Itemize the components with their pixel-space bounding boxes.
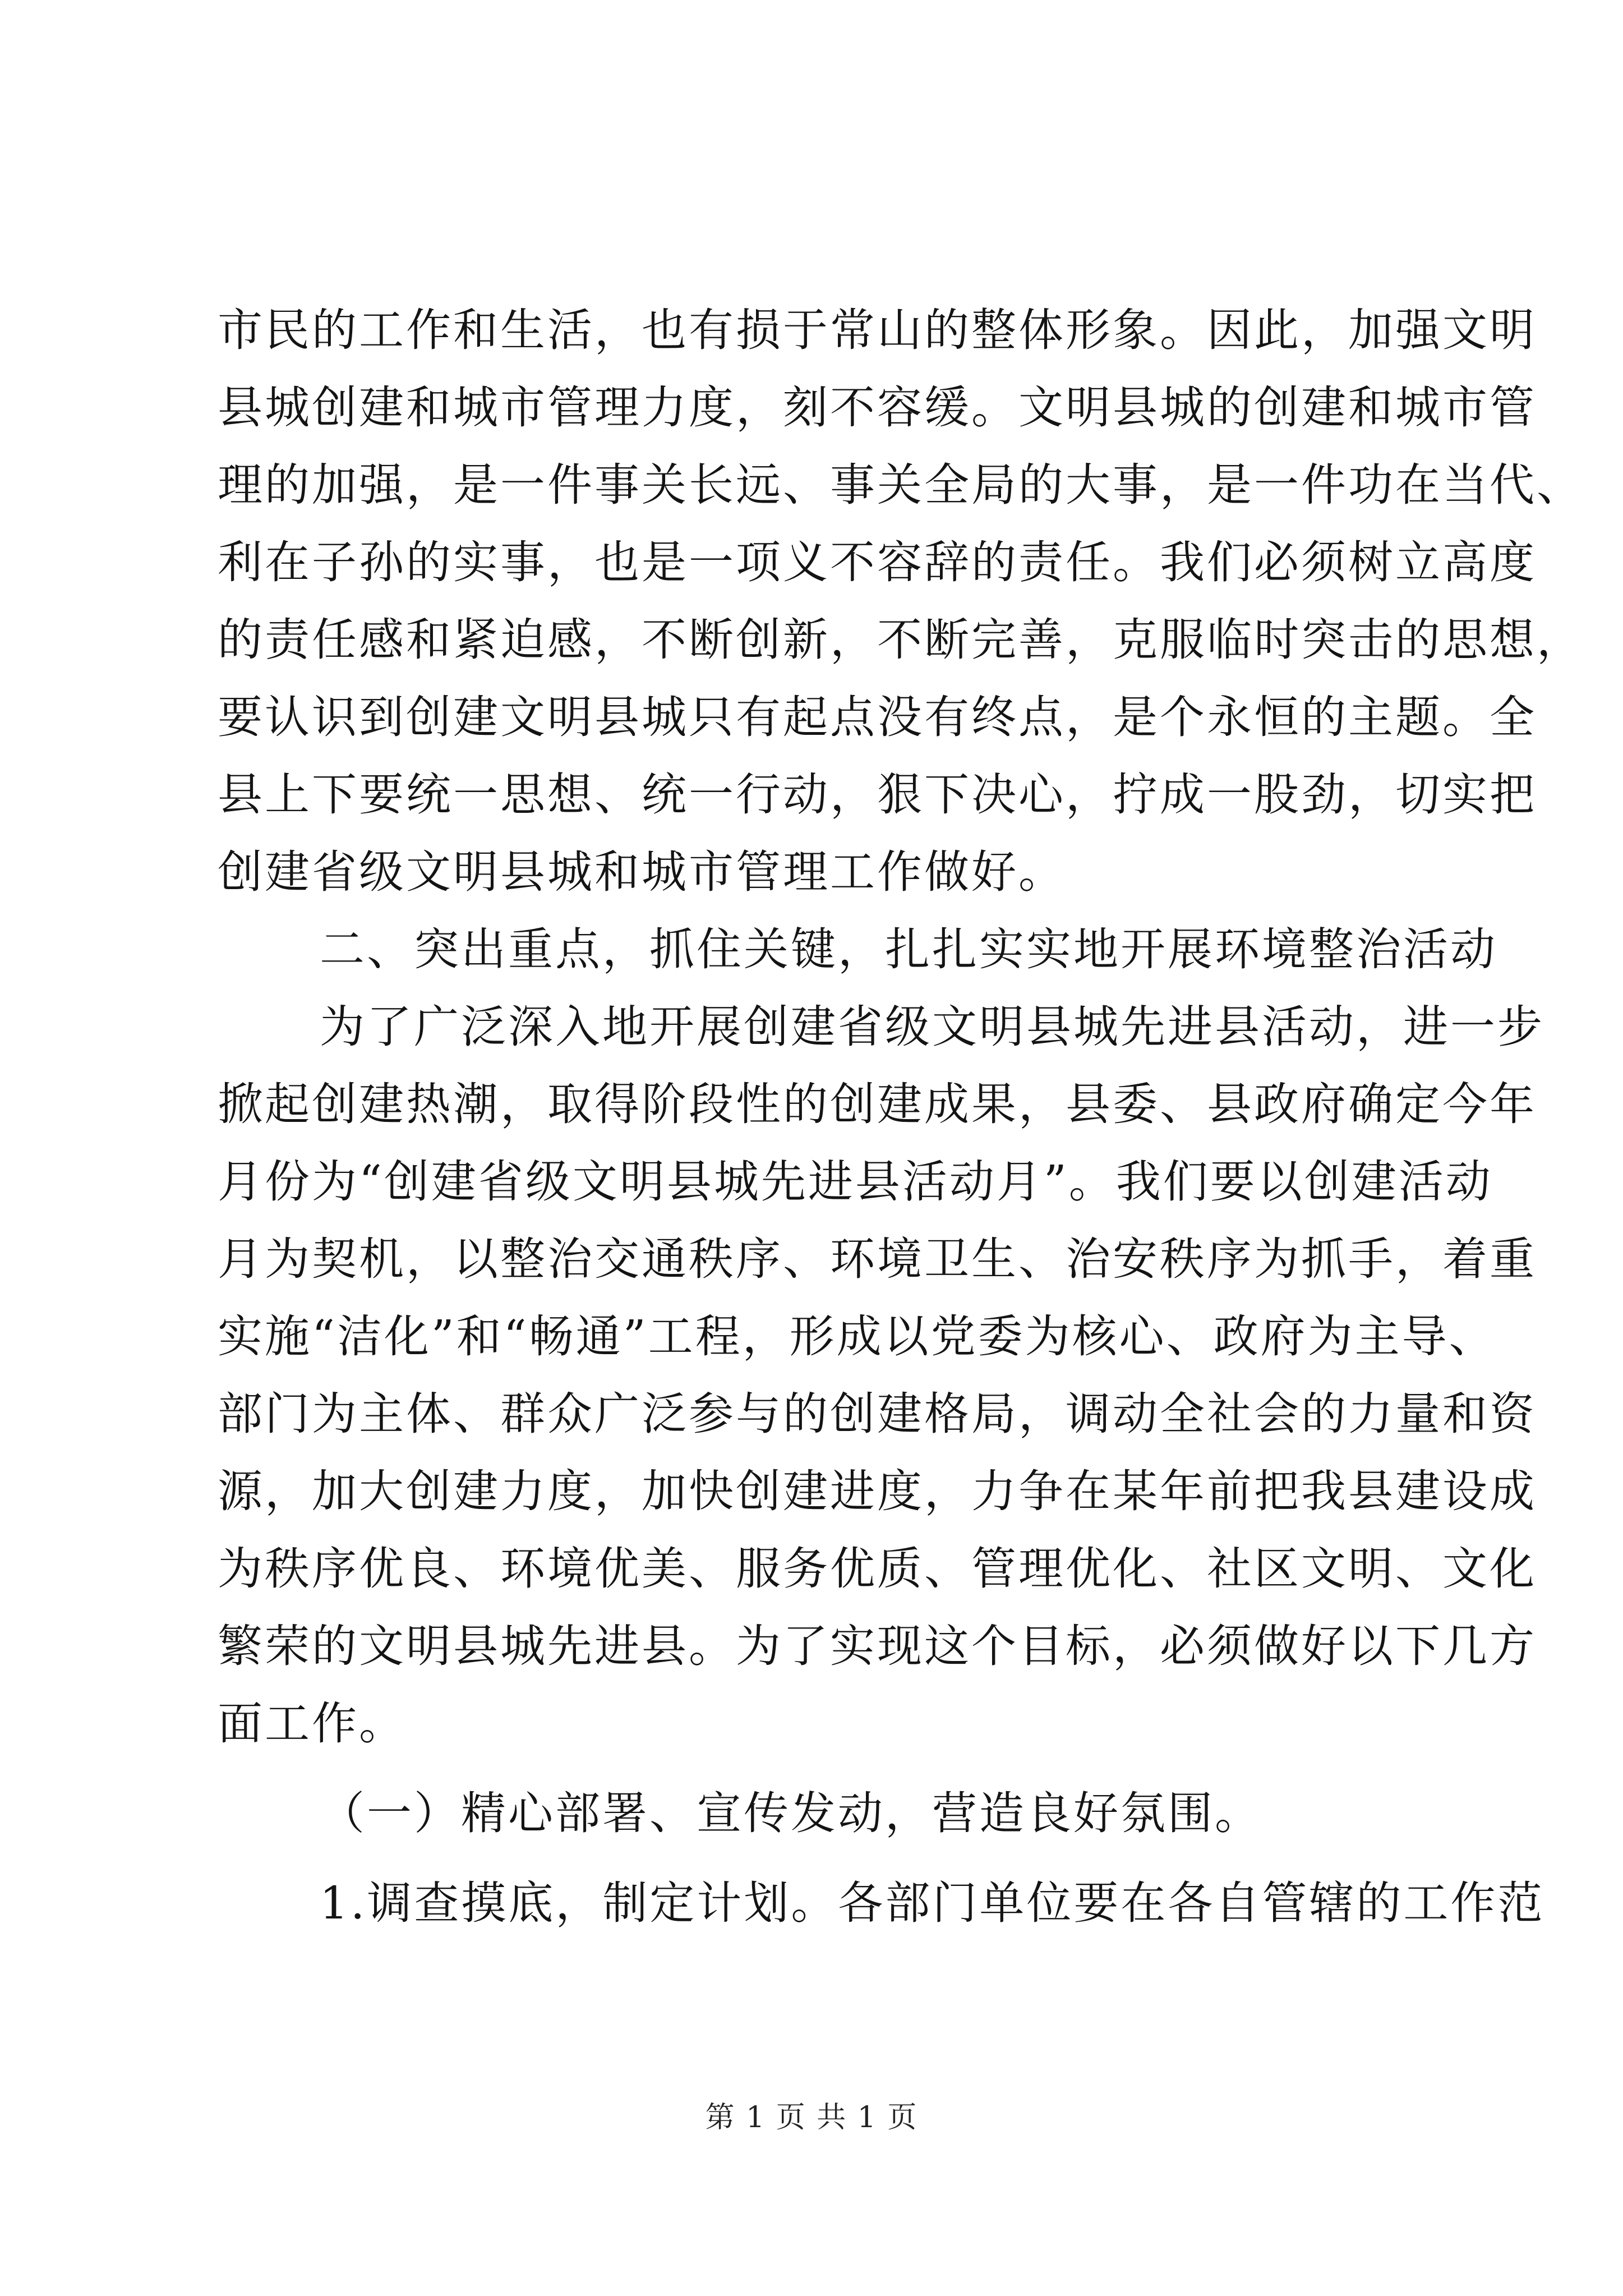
body-line: 掀起创建热潮，取得阶段性的创建成果，县委、县政府确定今年 bbox=[218, 1078, 1537, 1130]
body-line: 繁荣的文明县城先进县。为了实现这个目标，必须做好以下几方 bbox=[218, 1620, 1537, 1672]
body-line: 创建省级文明县城和城市管理工作做好。 bbox=[218, 846, 1066, 898]
body-line: 县上下要统一思想、统一行动，狠下决心，拧成一股劲，切实把 bbox=[218, 769, 1537, 821]
list-item: 1.调查摸底，制定计划。各部门单位要在各自管辖的工作范 bbox=[320, 1877, 1545, 1929]
body-line: 月份为“创建省级文明县城先进县活动月”。我们要以创建活动 bbox=[218, 1156, 1493, 1208]
body-line: 为秩序优良、环境优美、服务优质、管理优化、社区文明、文化 bbox=[218, 1543, 1537, 1595]
body-line: 要认识到创建文明县城只有起点没有终点，是个永恒的主题。全 bbox=[218, 691, 1537, 743]
page-footer: 第 1 页 共 1 页 bbox=[705, 2101, 918, 2134]
section-heading: 二、突出重点，抓住关键，扎扎实实地开展环境整治活动 bbox=[320, 923, 1497, 976]
body-line: 月为契机，以整治交通秩序、环境卫生、治安秩序为抓手，着重 bbox=[218, 1233, 1537, 1285]
body-line: 为了广泛深入地开展创建省级文明县城先进县活动，进一步 bbox=[320, 1001, 1544, 1053]
body-line: 部门为主体、群众广泛参与的创建格局，调动全社会的力量和资 bbox=[218, 1388, 1537, 1440]
body-line: 的责任感和紧迫感，不断创新，不断完善，克服临时突击的思想， bbox=[218, 614, 1584, 666]
body-line: 实施“洁化”和“畅通”工程，形成以党委为核心、政府为主导、 bbox=[218, 1310, 1496, 1363]
body-line: 源，加大创建力度，加快创建进度，力争在某年前把我县建设成 bbox=[218, 1465, 1537, 1517]
body-line: 理的加强，是一件事关长远、事关全局的大事，是一件功在当代、 bbox=[218, 459, 1584, 511]
paragraph-gap bbox=[218, 1763, 1423, 1775]
document-body bbox=[218, 292, 1584, 1942]
subsection-heading: （一）精心部署、宣传发动，营造良好氛围。 bbox=[320, 1787, 1262, 1839]
body-line: 利在子孙的实事，也是一项义不容辞的责任。我们必须树立高度 bbox=[218, 536, 1537, 588]
paragraph-gap bbox=[218, 1852, 1423, 1865]
body-line: 县城创建和城市管理力度，刻不容缓。文明县城的创建和城市管 bbox=[218, 381, 1537, 434]
body-line: 面工作。 bbox=[218, 1697, 406, 1750]
body-line: 市民的工作和生活，也有损于常山的整体形象。因此，加强文明 bbox=[218, 304, 1537, 356]
